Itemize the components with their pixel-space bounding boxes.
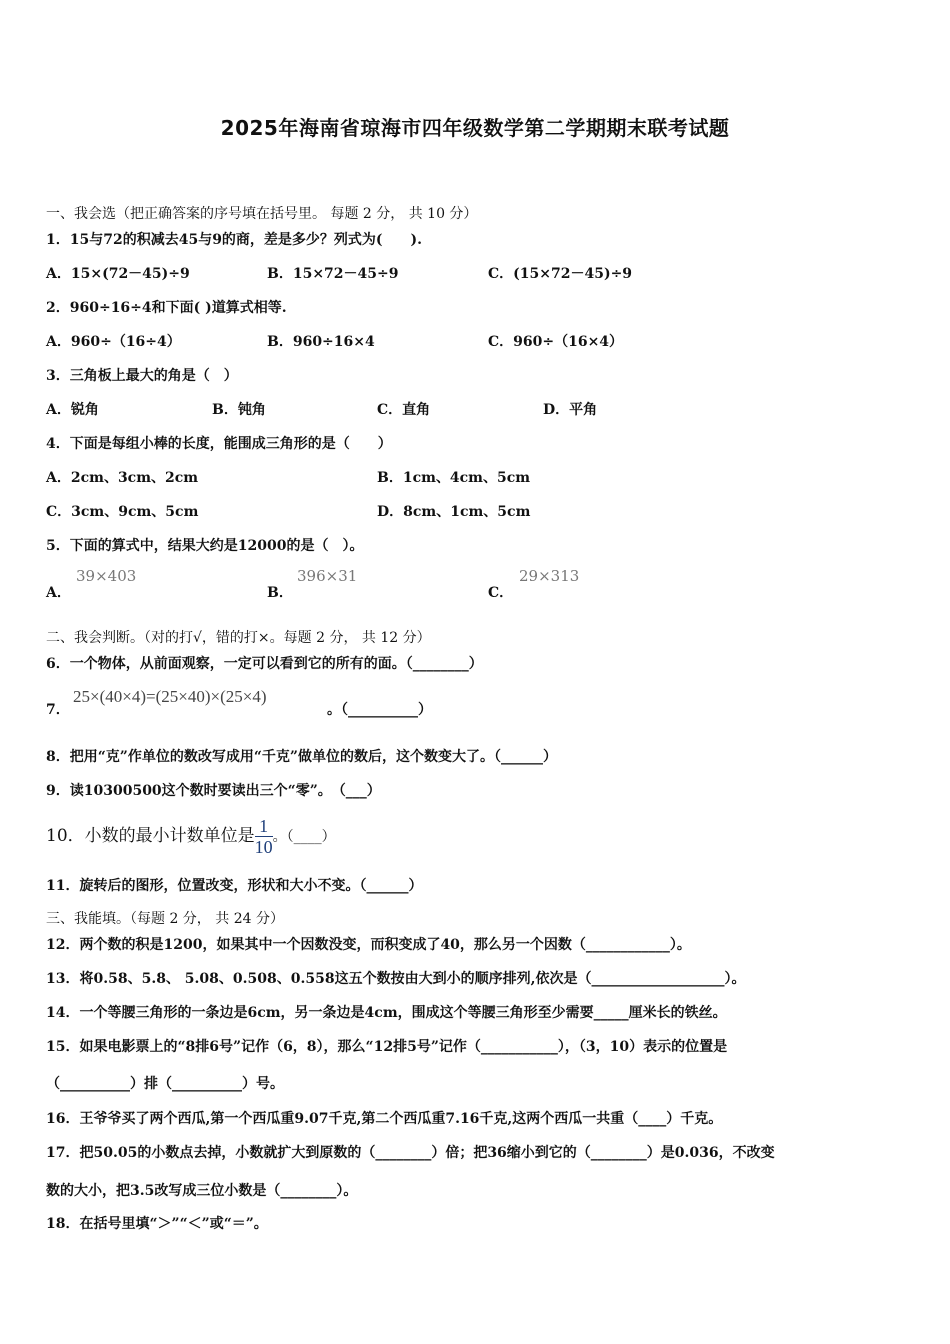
- question-2: 2．960÷16÷4和下面( )道算式相等.: [46, 300, 287, 316]
- q3-option-d: D．平角: [543, 402, 598, 418]
- question-16: 16．王爷爷买了两个西瓜,第一个西瓜重9.07千克,第二个西瓜重7.16千克,这两个西瓜一共重（____）千克。: [46, 1111, 723, 1127]
- question-18: 18．在括号里填“＞”“＜”或“＝”。: [46, 1216, 268, 1232]
- q3-option-b: B．钝角: [212, 402, 266, 418]
- question-9: 9．读10300500这个数时要读出三个“零”。 （___）: [46, 783, 381, 799]
- q2-option-c: C．960÷（16×4）: [488, 334, 624, 350]
- question-4: 4．下面是每组小棒的长度，能围成三角形的是（ ）: [46, 436, 392, 452]
- q10-text: 10．小数的最小计数单位是: [46, 826, 255, 846]
- question-7-number: 7．: [46, 702, 70, 718]
- question-11: 11．旋转后的图形，位置改变，形状和大小不变。（______）: [46, 878, 423, 894]
- q7-equation: 25×(40×4)=(25×40)×(25×4): [73, 687, 267, 706]
- q7-answer-blank: 。（__________）: [327, 702, 432, 718]
- q4-option-c: C．3cm、9cm、5cm: [46, 504, 199, 520]
- q3-option-c: C．直角: [377, 402, 431, 418]
- q4-option-b: B．1cm、4cm、5cm: [377, 470, 531, 486]
- q1-option-a: A．15×(72－45)÷9: [46, 266, 190, 282]
- question-10: [46, 816, 336, 857]
- question-3: 3．三角板上最大的角是（ ）: [46, 368, 238, 384]
- question-17-line-2: 数的大小，把3.5改写成三位小数是（________）。: [46, 1183, 358, 1199]
- q4-option-d: D．8cm、1cm、5cm: [377, 504, 531, 520]
- q5-option-a-label: A．: [46, 585, 71, 601]
- section-3-heading: 三、我能填。（每题 2 分， 共 24 分）: [46, 911, 284, 927]
- question-14: 14．一个等腰三角形的一条边是6cm，另一条边是4cm，围成这个等腰三角形至少需要_____厘米长的铁丝。: [46, 1005, 727, 1021]
- question-5: 5．下面的算式中，结果大约是12000的是（ ）。: [46, 538, 364, 554]
- q10-answer-blank: 。（____）: [272, 829, 336, 845]
- question-15-line-1: 15．如果电影票上的“8排6号”记作（6，8），那么“12排5号”记作（___________），（3，10）表示的位置是: [46, 1039, 728, 1055]
- question-8: 8．把用“克”作单位的数改写成用“千克”做单位的数后，这个数变大了。（______）: [46, 749, 557, 765]
- q4-option-a: A．2cm、3cm、2cm: [46, 470, 199, 486]
- question-13: 13．将0.58、5.8、 5.08、0.508、0.558这五个数按由大到小的顺序排列,依次是（___________________）。: [46, 971, 746, 987]
- q5-option-b-expression: 396×31: [297, 567, 358, 585]
- question-15-line-2: （__________）排（__________）号。: [46, 1076, 284, 1092]
- q5-option-a-expression: 39×403: [76, 567, 137, 585]
- q3-option-a: A．锐角: [46, 402, 99, 418]
- q5-option-c-expression: 29×313: [519, 567, 580, 585]
- question-6: 6．一个物体，从前面观察，一定可以看到它的所有的面。（________）: [46, 656, 483, 672]
- page-title: 2025年海南省琼海市四年级数学第二学期期末联考试题: [220, 116, 730, 140]
- question-17-line-1: 17．把50.05的小数点去掉，小数就扩大到原数的（________）倍；把36缩小到它的（________）是0.036，不改变: [46, 1145, 775, 1161]
- q2-option-a: A．960÷（16÷4）: [46, 334, 181, 350]
- q2-option-b: B．960÷16×4: [267, 334, 375, 350]
- question-12: 12．两个数的积是1200，如果其中一个因数没变，而积变成了40，那么另一个因数（____________）。: [46, 937, 691, 953]
- section-2-heading: 二、我会判断。（对的打√，错的打×。每题 2 分， 共 12 分）: [46, 630, 431, 646]
- q5-option-b-label: B．: [267, 585, 293, 601]
- q5-option-c-label: C．: [488, 585, 514, 601]
- question-1: 1．15与72的积减去45与9的商，差是多少？列式为( ).: [46, 232, 423, 248]
- q10-fraction-numerator: 1: [255, 816, 273, 837]
- q1-option-b: B．15×72－45÷9: [267, 266, 399, 282]
- section-1-heading: 一、我会选（把正确答案的序号填在括号里。 每题 2 分， 共 10 分）: [46, 206, 478, 222]
- q10-fraction: [255, 816, 273, 857]
- q10-fraction-denominator: 10: [254, 837, 273, 857]
- q1-option-c: C．(15×72－45)÷9: [488, 266, 633, 282]
